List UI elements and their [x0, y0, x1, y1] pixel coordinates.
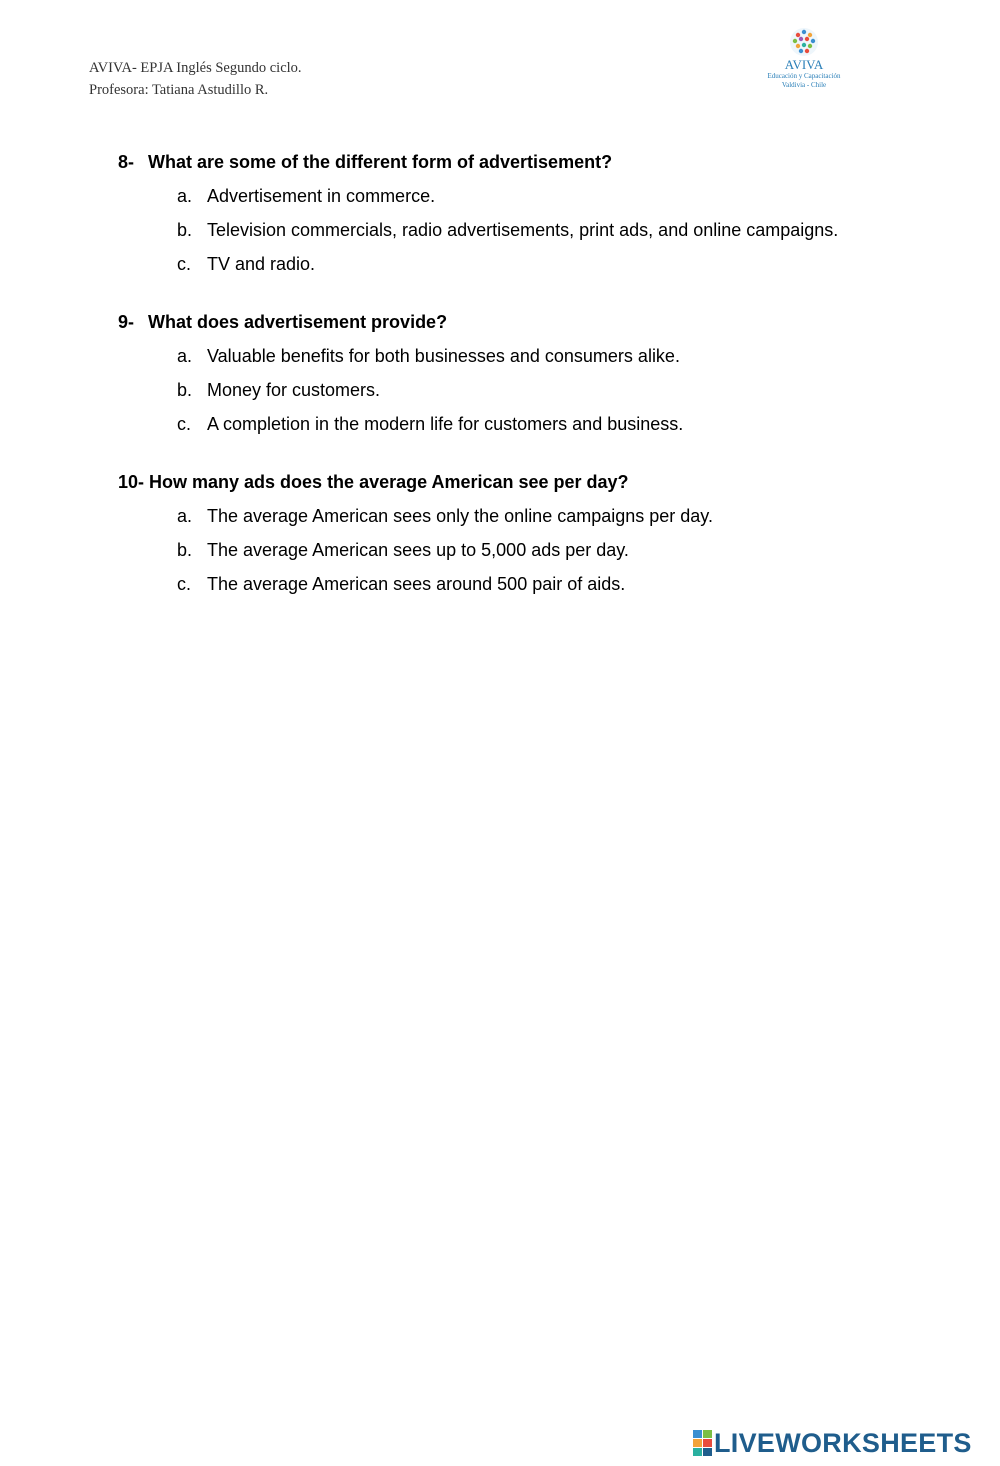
question-list: [118, 150, 938, 630]
question-10: [118, 470, 938, 596]
document-header: [89, 57, 302, 101]
question-title: [118, 150, 938, 174]
answer-option-a[interactable]: [118, 344, 938, 368]
question-9: [118, 310, 938, 436]
option-text: The average American sees around 500 pair of aids.: [207, 574, 626, 594]
option-letter: b.: [177, 540, 193, 560]
option-letter: a.: [177, 346, 193, 366]
question-title: [118, 470, 938, 494]
option-text: A completion in the modern life for customers and business.: [207, 414, 684, 434]
option-letter: c.: [177, 574, 192, 594]
question-number: 9-: [118, 312, 135, 332]
option-letter: c.: [177, 414, 192, 434]
option-letter: c.: [177, 254, 192, 274]
question-text: What does advertisement provide?: [148, 312, 448, 332]
option-text: TV and radio.: [207, 254, 316, 274]
teacher-line: Profesora: Tatiana Astudillo R.: [89, 82, 269, 98]
option-text: Advertisement in commerce.: [207, 186, 436, 206]
answer-option-c[interactable]: [118, 572, 938, 596]
answer-option-c[interactable]: [118, 252, 938, 276]
option-text: Money for customers.: [207, 380, 381, 400]
question-text: What are some of the different form of advertisement?: [148, 152, 613, 172]
answer-option-b[interactable]: [118, 218, 938, 242]
option-letter: a.: [177, 186, 193, 206]
question-number: 10-: [118, 472, 145, 492]
liveworksheets-wordmark: LIVEWORKSHEETS: [714, 1428, 972, 1458]
logo-brand-name: AVIVA: [784, 57, 824, 72]
question-text: How many ads does the average American see per day?: [149, 472, 629, 492]
logo-subtitle: Educación y Capacitación: [767, 72, 841, 80]
question-title: [118, 310, 938, 334]
option-text: Television commercials, radio advertisements, print ads, and online campaigns.: [207, 220, 839, 240]
question-number: 8-: [118, 152, 135, 172]
aviva-globe-icon: [787, 26, 821, 58]
option-letter: b.: [177, 220, 193, 240]
option-text: The average American sees only the online campaigns per day.: [207, 506, 713, 526]
liveworksheets-blocks-icon: [693, 1430, 712, 1456]
option-text: The average American sees up to 5,000 ads per day.: [207, 540, 629, 560]
aviva-logo: [752, 26, 856, 102]
answer-option-b[interactable]: [118, 538, 938, 562]
answer-option-a[interactable]: [118, 504, 938, 528]
logo-location: Valdivia - Chile: [781, 81, 827, 89]
answer-option-a[interactable]: [118, 184, 938, 208]
question-8: [118, 150, 938, 276]
option-letter: b.: [177, 380, 193, 400]
answer-option-c[interactable]: [118, 412, 938, 436]
option-text: Valuable benefits for both businesses and consumers alike.: [207, 346, 680, 366]
answer-option-b[interactable]: [118, 378, 938, 402]
option-letter: a.: [177, 506, 193, 526]
liveworksheets-logo: [693, 1429, 972, 1457]
course-line: AVIVA- EPJA Inglés Segundo ciclo.: [89, 60, 302, 76]
